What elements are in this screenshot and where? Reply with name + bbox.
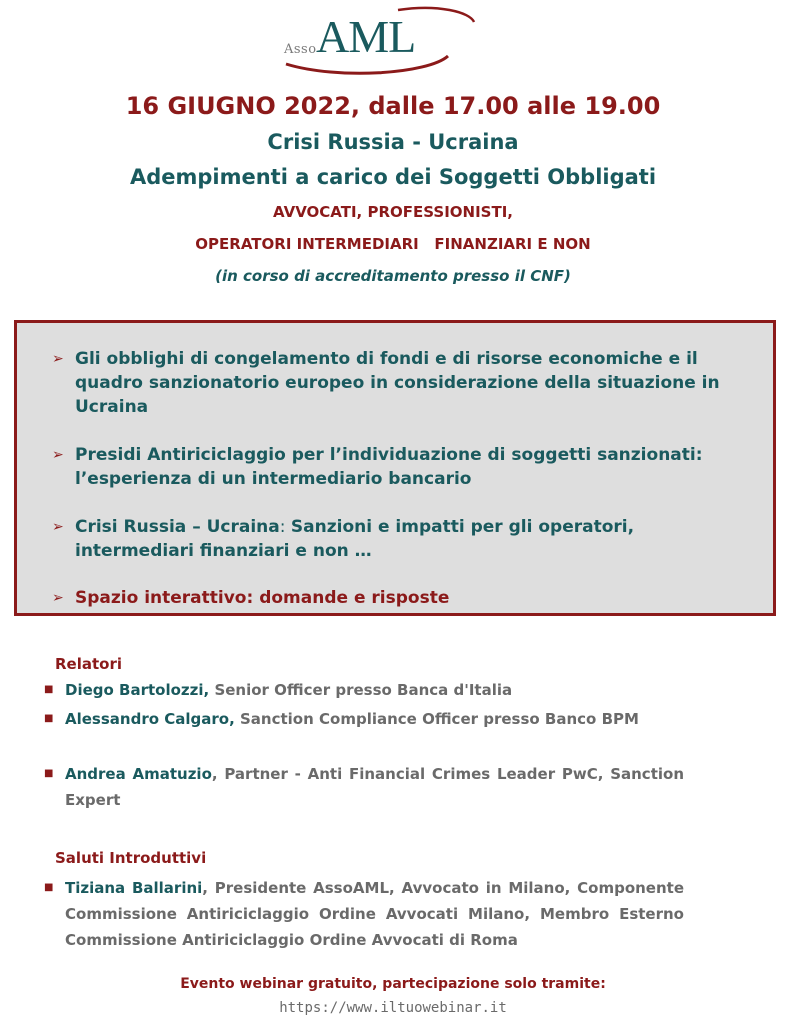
agenda-item xyxy=(52,586,755,610)
accreditation-note: (in corso di accreditamento presso il CNF) xyxy=(215,267,571,285)
speaker-name: Alessandro Calgaro, xyxy=(65,710,235,728)
logo-prefix: Asso xyxy=(284,42,317,57)
greetings-item xyxy=(44,875,684,953)
webinar-note: Evento webinar gratuito, partecipazione solo tramite: xyxy=(180,976,606,992)
agenda-item-text: Gli obblighi di congelamento di fondi e di risorse economiche e il quadro sanzionatorio europeo in considerazione della situazione in Ucraina xyxy=(75,349,720,417)
speaker-role: Senior Officer presso Banca d'Italia xyxy=(209,681,513,699)
agenda-item-text: Spazio interattivo: domande e risposte xyxy=(75,588,450,608)
event-date: 16 GIUGNO 2022, dalle 17.00 alle 19.00 xyxy=(125,92,661,120)
square-bullet-icon: ■ xyxy=(44,768,54,779)
arrow-bullet-icon: ➢ xyxy=(52,590,64,606)
arrow-bullet-icon: ➢ xyxy=(52,519,64,535)
speakers-heading: Relatori xyxy=(55,655,123,673)
event-title: Crisi Russia - Ucraina xyxy=(267,130,519,154)
arrow-bullet-icon: ➢ xyxy=(52,447,64,463)
speaker-name: Diego Bartolozzi, xyxy=(65,681,210,699)
audience-line-2: OPERATORI INTERMEDIARI FINANZIARI E NON xyxy=(195,235,591,253)
greetings-role: , Presidente AssoAML, Avvocato in Milano, Componente Commissione Antiriciclaggio Ordine Avvocati Milano, Membro Esterno Commissione Antiriciclaggio Ordine Avvocati di Roma xyxy=(65,879,685,949)
event-subtitle: Adempimenti a carico dei Soggetti Obbligati xyxy=(129,165,657,189)
webinar-link[interactable]: https://www.iltuowebinar.it xyxy=(279,1000,507,1016)
speaker-item xyxy=(44,677,684,703)
agenda-box xyxy=(14,320,776,616)
square-bullet-icon: ■ xyxy=(44,713,54,724)
agenda-item-separator: : xyxy=(279,517,291,537)
square-bullet-icon: ■ xyxy=(44,684,54,695)
assoaml-logo xyxy=(278,4,478,76)
agenda-item xyxy=(52,443,755,491)
greetings-name: Tiziana Ballarini xyxy=(65,879,203,897)
logo-name: AML xyxy=(316,11,416,62)
audience-line-1: AVVOCATI, PROFESSIONISTI, xyxy=(273,203,513,221)
speaker-name: Andrea Amatuzio xyxy=(65,765,212,783)
speaker-item xyxy=(44,706,684,732)
agenda-item-rest: Sanzioni e impatti per gli operatori, intermediari finanziari e non … xyxy=(75,517,635,561)
agenda-item xyxy=(52,347,755,419)
agenda-item xyxy=(52,515,755,563)
agenda-item-lead: Crisi Russia – Ucraina xyxy=(75,517,280,537)
arrow-bullet-icon: ➢ xyxy=(52,351,64,367)
agenda-item-text xyxy=(55,515,755,563)
speaker-item xyxy=(44,761,684,813)
speaker-role: , Partner - Anti Financial Crimes Leader PwC, Sanction Expert xyxy=(65,765,684,809)
greetings-heading: Saluti Introduttivi xyxy=(55,849,207,867)
square-bullet-icon: ■ xyxy=(44,882,54,893)
agenda-item-text: Presidi Antiriciclaggio per l’individuazione di soggetti sanzionati: l’esperienza di un intermediario bancario xyxy=(75,445,703,489)
speaker-role: Sanction Compliance Officer presso Banco BPM xyxy=(234,710,639,728)
